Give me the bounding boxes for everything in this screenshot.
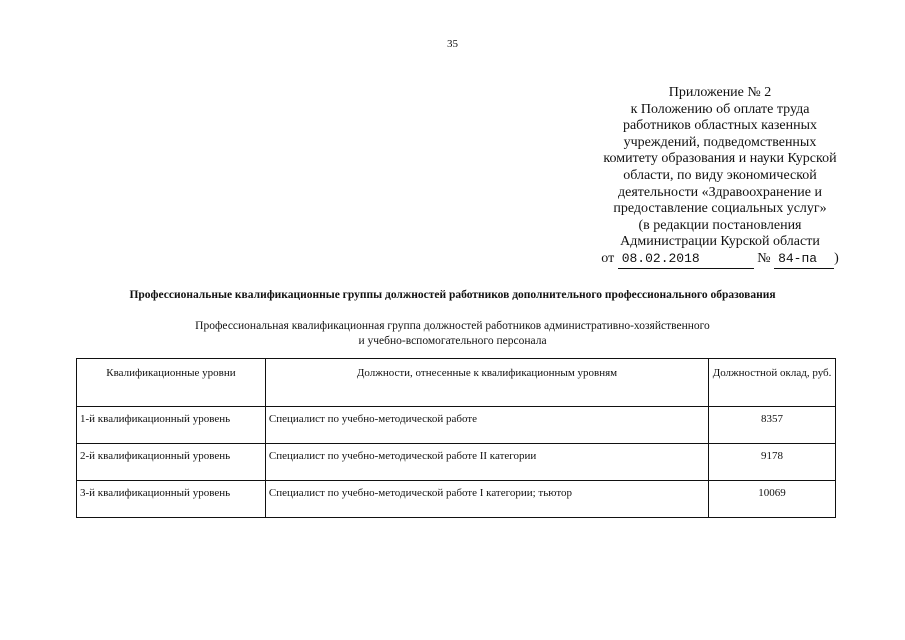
table-row (77, 444, 836, 481)
header-positions: Должности, отнесенные к квалификационным уровням (265, 359, 708, 407)
cell-position: Специалист по учебно-методической работе II категории (265, 444, 708, 481)
subtitle-line: и учебно-вспомогательного персонала (358, 335, 547, 347)
cell-salary: 8357 (709, 407, 836, 444)
table-header-row (77, 359, 836, 407)
appendix-line: деятельности «Здравоохранение и (618, 184, 822, 200)
page-number: 35 (447, 38, 458, 50)
appendix-line: комитету образования и науки Курской (603, 151, 837, 167)
appendix-line: предоставление социальных услуг» (613, 201, 827, 217)
cell-salary: 9178 (709, 444, 836, 481)
appendix-header (560, 85, 880, 269)
cell-level: 1-й квалификационный уровень (77, 407, 266, 444)
cell-position: Специалист по учебно-методической работе I категории; тьютор (265, 481, 708, 518)
appendix-line: области, по виду экономической (623, 167, 817, 183)
appendix-line: (в редакции постановления (638, 217, 802, 233)
header-levels: Квалификационные уровни (77, 359, 266, 407)
document-title: Профессиональные квалификационные группы должностей работников дополнительного профессионального образования (129, 289, 776, 301)
appendix-line: Приложение № 2 (668, 85, 772, 100)
cell-salary: 10069 (709, 481, 836, 518)
ref-prefix: от (601, 250, 615, 266)
table-row (77, 481, 836, 518)
table-row (77, 407, 836, 444)
appendix-line: работников областных казенных (622, 118, 818, 134)
cell-level: 2-й квалификационный уровень (77, 444, 266, 481)
group-subtitle (0, 319, 905, 349)
ref-number-label: № (757, 250, 771, 266)
appendix-line: учреждений, подведомственных (623, 134, 817, 150)
subtitle-line: Профессиональная квалификационная группа должностей работников административно-хозяйственного (195, 320, 710, 332)
cell-level: 3-й квалификационный уровень (77, 481, 266, 518)
appendix-line: Администрации Курской области (620, 234, 820, 250)
cell-position: Специалист по учебно-методической работе (265, 407, 708, 444)
header-salary: Должностной оклад, руб. (709, 359, 836, 407)
ref-close: ) (834, 250, 839, 266)
appendix-line: к Положению об оплате труда (630, 101, 810, 117)
resolution-number: 84-па (774, 251, 834, 269)
resolution-date: 08.02.2018 (618, 251, 754, 269)
salary-table (76, 358, 836, 518)
resolution-reference (560, 251, 880, 269)
